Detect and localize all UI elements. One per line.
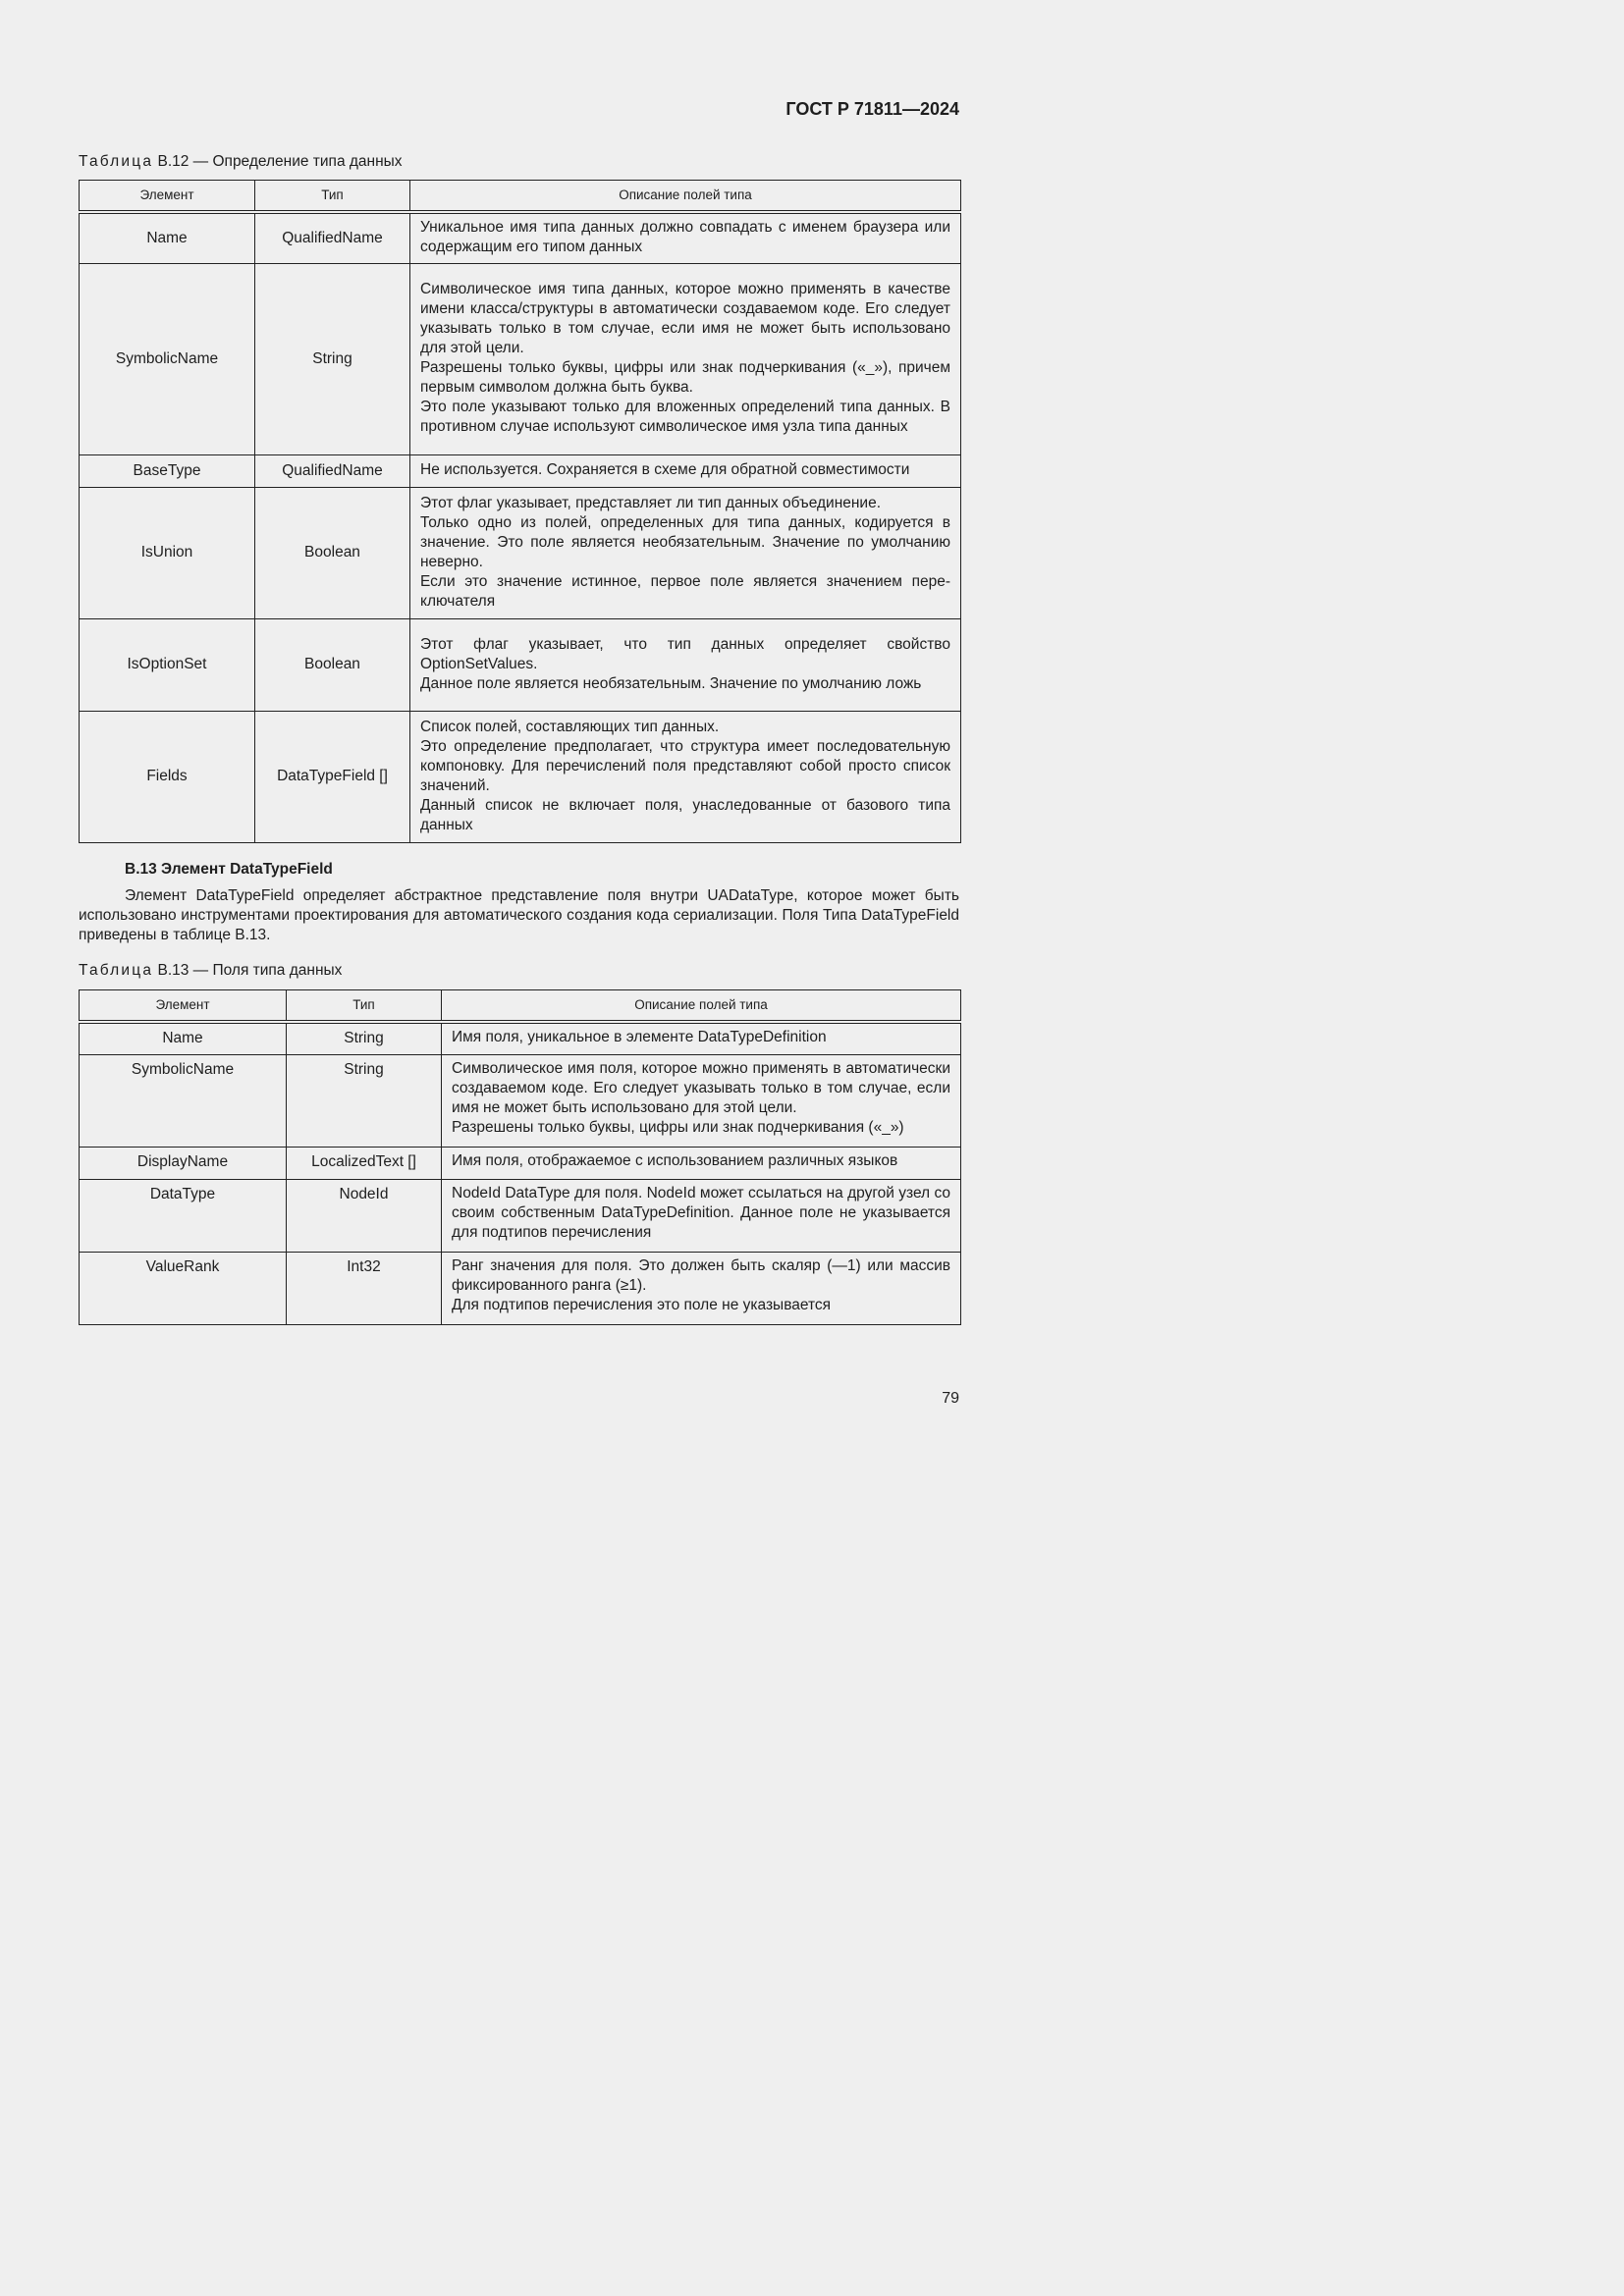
element-cell: BaseType [80,454,255,487]
column-header-element: Элемент [80,181,255,213]
table-b12-caption-label: Таблица [79,153,154,170]
table-b12-caption [79,152,403,172]
type-cell: LocalizedText [] [287,1147,442,1179]
column-header-element: Элемент [80,990,287,1023]
table-row [80,1147,961,1179]
description-cell: Символическое имя типа данных, которое можно применять в качестве имени класса/структуры в автоматически создаваемом коде. Его следует указывать только в том случае, если имя не может быть использовано для этой цели. Разрешены только буквы, цифры или знак подчеркивания («_»), причем первым символом должна быть буква. Это поле указывают только для вложенных определений типа данных. В противном случае используют символическое имя узла типа данных [410,263,961,454]
element-cell: DataType [80,1179,287,1252]
type-cell: NodeId [287,1179,442,1252]
column-header-description: Описание полей типа [442,990,961,1023]
table-row [80,263,961,454]
element-cell: IsOptionSet [80,618,255,711]
table-b13-caption-text: В.13 — Поля типа данных [153,962,343,979]
description-cell: Имя поля, уникальное в элементе DataTypeDefinition [442,1022,961,1054]
description-cell: NodeId DataType для поля. NodeId может ссылаться на другой узел со своим собственным DataTypeDefinition. Данное поле не указывается для подтипов перечисления [442,1179,961,1252]
table-b13-caption-label: Таблица [79,962,154,979]
table-row [80,1252,961,1324]
table-b12-caption-text: В.12 — Определение типа данных [153,153,403,170]
description-cell: Символическое имя поля, которое можно применять в автоматически создаваемом коде. Его следует указывать только в том случае, если имя не может быть использовано для этой цели. Разрешены только буквы, цифры или знак подчеркивания («_») [442,1054,961,1147]
table-row [80,711,961,842]
element-cell: SymbolicName [80,1054,287,1147]
element-cell: Name [80,1022,287,1054]
element-cell: ValueRank [80,1252,287,1324]
data-type-definition-table [79,180,961,843]
table-row [80,1054,961,1147]
table-row [80,618,961,711]
section-paragraph: Элемент DataTypeField определяет абстрактное представление поля внутри UADataType, которое может быть использовано инструментами проектирования для автоматического создания кода сериализации. Поля Типа DataTypeField приведены в таблице В.13. [79,887,959,943]
page-number: 79 [942,1390,959,1407]
description-cell: Этот флаг указывает, что тип данных определяет свойство OptionSetValues. Данное поле является необязательным. Значение по умолчанию ложь [410,618,961,711]
description-cell: Не используется. Сохраняется в схеме для обратной совместимости [410,454,961,487]
table-row [80,212,961,263]
column-header-type: Тип [255,181,410,213]
description-cell: Этот флаг указывает, представляет ли тип данных объединение. Только одно из полей, определенных для типа данных, кодируется в значение. Это поле является необязательным. Значение по умолчанию неверно. Если это значение истинное, первое поле является значением переключателя [410,487,961,618]
element-cell: Fields [80,711,255,842]
section-heading: В.13 Элемент DataTypeField [125,861,333,878]
element-cell: SymbolicName [80,263,255,454]
table-row [80,487,961,618]
element-cell: DisplayName [80,1147,287,1179]
element-cell: IsUnion [80,487,255,618]
description-cell: Уникальное имя типа данных должно совпадать с именем браузера или содержащим его типом данных [410,212,961,263]
table-header-row [80,990,961,1023]
table-header-row [80,181,961,213]
document-header: ГОСТ Р 71811—2024 [785,99,959,119]
description-cell: Список полей, составляющих тип данных. Это определение предполагает, что структура имеет последовательную компоновку. Для перечислений поля представляют собой просто список значений. Данный список не включает поля, унаследованные от базового типа данных [410,711,961,842]
type-cell: String [287,1054,442,1147]
table-row [80,1022,961,1054]
type-cell: QualifiedName [255,454,410,487]
type-cell: Boolean [255,487,410,618]
element-cell: Name [80,212,255,263]
description-cell: Ранг значения для поля. Это должен быть скаляр (—1) или массив фиксированного ранга (≥1). Для подтипов перечисления это поле не указывается [442,1252,961,1324]
table-row [80,1179,961,1252]
type-cell: String [255,263,410,454]
type-cell: Boolean [255,618,410,711]
type-cell: String [287,1022,442,1054]
table-b13-caption [79,961,342,981]
column-header-type: Тип [287,990,442,1023]
table-row [80,454,961,487]
description-cell: Имя поля, отображаемое с использованием различных языков [442,1147,961,1179]
type-cell: Int32 [287,1252,442,1324]
type-cell: DataTypeField [] [255,711,410,842]
type-cell: QualifiedName [255,212,410,263]
column-header-description: Описание полей типа [410,181,961,213]
data-type-fields-table [79,989,961,1325]
